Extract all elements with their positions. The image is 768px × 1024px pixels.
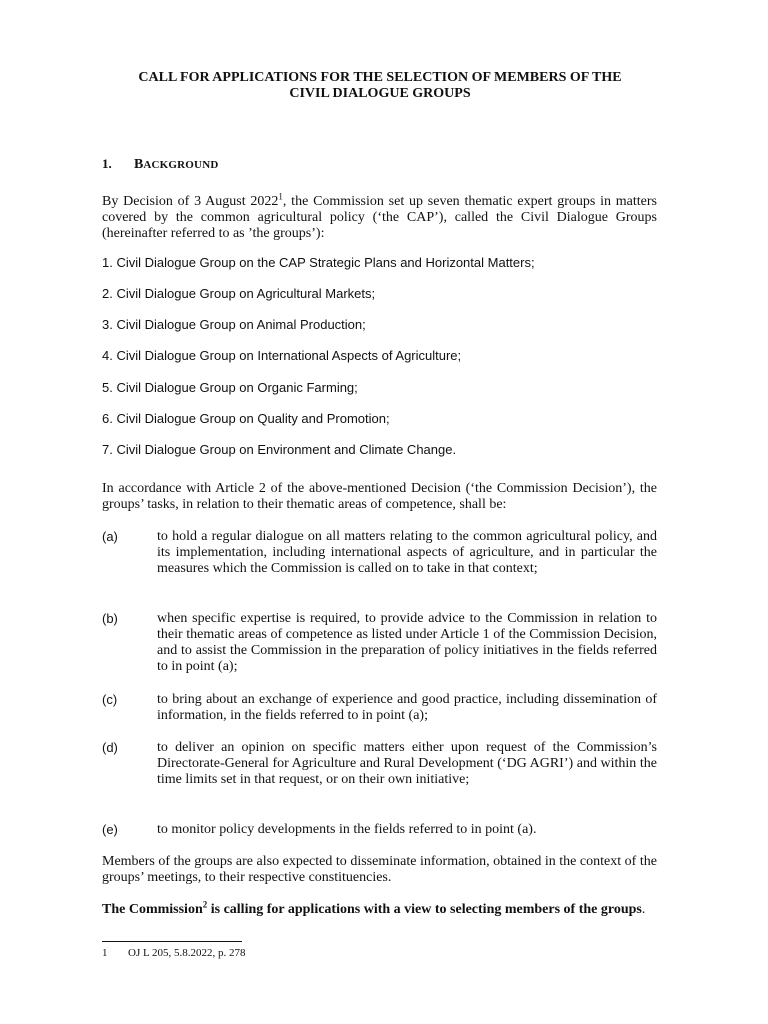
section-number: 1. [102, 156, 112, 171]
section-heading [102, 156, 218, 173]
footnote-divider [102, 941, 242, 942]
group-item-1: 1. Civil Dialogue Group on the CAP Strategic Plans and Horizontal Matters; [102, 255, 535, 270]
footnote [102, 947, 246, 960]
group-item-7: 7. Civil Dialogue Group on Environment and Climate Change. [102, 442, 457, 457]
task-label: (b) [102, 611, 118, 626]
title-line-2: CIVIL DIALOGUE GROUPS [289, 86, 471, 101]
task-text: to deliver an opinion on specific matters either upon request of the Commission’s Directorate-General for Agriculture and Rural Development (‘DG AGRI’) and within the time limits set in that request, or on their own initiative; [157, 740, 657, 787]
intro-paragraph [102, 191, 657, 242]
intro-text-end: , the Commission set up seven thematic expert groups in matters covered by the common agricultural policy (‘the CAP’), called the Civil Dialogue Groups (hereinafter referred to as ’the groups’): [102, 194, 657, 241]
task-label: (d) [102, 740, 118, 755]
group-item-3: 3. Civil Dialogue Group on Animal Production; [102, 317, 366, 332]
group-item-4: 4. Civil Dialogue Group on International Aspects of Agriculture; [102, 348, 462, 363]
task-text: to bring about an exchange of experience and good practice, including dissemination of information, in the fields referred to in point (a); [157, 692, 657, 723]
footnote-number: 1 [102, 947, 108, 959]
intro-text-start: By Decision of 3 August 2022 [102, 194, 279, 209]
task-text: when specific expertise is required, to provide advice to the Commission in relation to their thematic areas of competence as listed under Article 1 of the Commission Decision, and to assist the Commission in the preparation of policy initiatives in the fields referred to in point (a); [157, 611, 657, 674]
task-text: to monitor policy developments in the fields referred to in point (a). [157, 822, 537, 837]
section-heading-rest: ACKGROUND [143, 159, 219, 171]
section-heading-initial: B [134, 157, 144, 172]
accordance-paragraph: In accordance with Article 2 of the above-mentioned Decision (‘the Commission Decision’), the groups’ tasks, in relation to their thematic areas of competence, shall be: [102, 481, 657, 512]
calling-period: . [641, 902, 646, 917]
title-line-1: CALL FOR APPLICATIONS FOR THE SELECTION OF MEMBERS OF THE [138, 70, 622, 85]
group-item-2: 2. Civil Dialogue Group on Agricultural Markets; [102, 286, 376, 301]
task-label: (e) [102, 822, 118, 837]
task-label: (c) [102, 692, 118, 707]
footnote-ref-2: 2 [202, 899, 208, 910]
calling-text-end: is calling for applications with a view to selecting members of the groups [207, 902, 642, 917]
task-label: (a) [102, 529, 118, 544]
document-title [100, 70, 660, 102]
calling-paragraph [102, 901, 657, 918]
members-paragraph: Members of the groups are also expected to disseminate information, obtained in the context of the groups’ meetings, to their respective constituencies. [102, 854, 657, 885]
group-item-5: 5. Civil Dialogue Group on Organic Farming; [102, 380, 358, 395]
task-text: to hold a regular dialogue on all matters relating to the common agricultural policy, and its implementation, including international aspects of agriculture, and in particular the measures which the Commission is called on to take in that context; [157, 529, 657, 576]
footnote-ref-1: 1 [278, 191, 283, 202]
footnote-text: OJ L 205, 5.8.2022, p. 278 [128, 947, 246, 959]
group-item-6: 6. Civil Dialogue Group on Quality and Promotion; [102, 411, 390, 426]
calling-text-start: The Commission [102, 902, 203, 917]
